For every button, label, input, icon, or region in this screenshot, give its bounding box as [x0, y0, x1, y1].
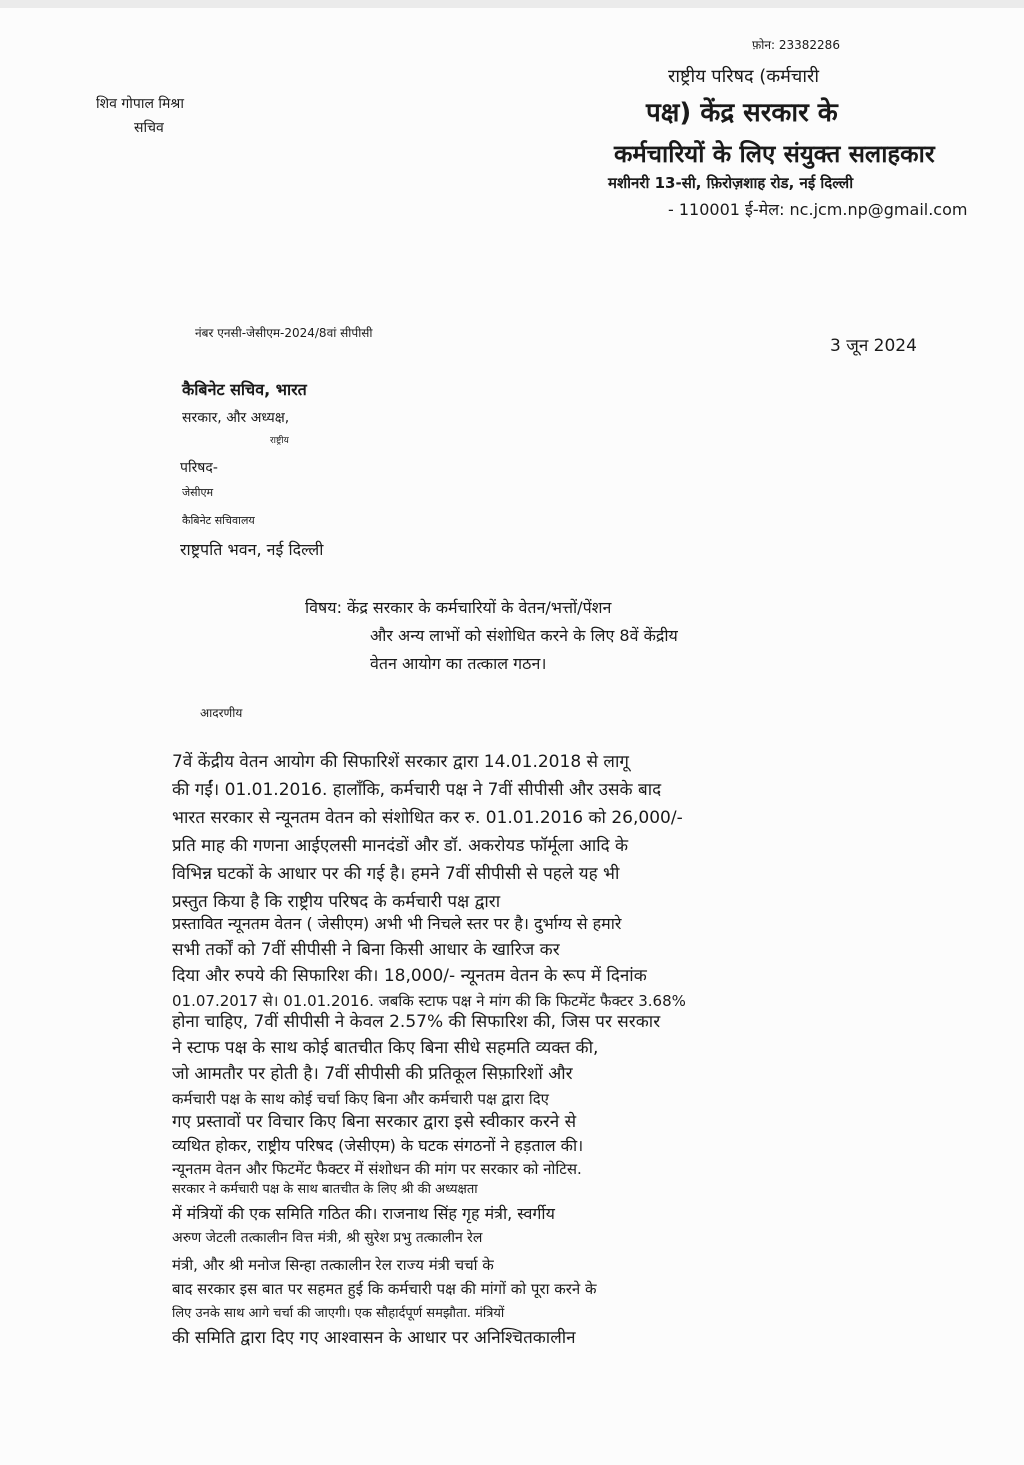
recipient-line-6: कैबिनेट सचिवालय	[182, 514, 255, 527]
address-line-1: मशीनरी 13-सी, फ़िरोज़शाह रोड, नई दिल्ली	[608, 174, 854, 192]
sender-designation: सचिव	[134, 120, 164, 136]
body-line: व्यथित होकर, राष्ट्रीय परिषद (जेसीएम) के घटक संगठनों ने हड़ताल की।	[172, 1136, 584, 1155]
recipient-line-7: राष्ट्रपति भवन, नई दिल्ली	[180, 540, 324, 559]
org-line-3: कर्मचारियों के लिए संयुक्त सलाहकार	[614, 140, 935, 168]
body-line: लिए उनके साथ आगे चर्चा की जाएगी। एक सौहार्दपूर्ण समझौता. मंत्रियों	[172, 1306, 505, 1321]
body-line: प्रस्तावित न्यूनतम वेतन ( जेसीएम) अभी भी निचले स्तर पर है। दुर्भाग्य से हमारे	[172, 914, 622, 933]
body-line: दिया और रुपये की सिफारिश की। 18,000/- न्यूनतम वेतन के रूप में दिनांक	[172, 966, 647, 986]
body-line: होना चाहिए, 7वीं सीपीसी ने केवल 2.57% की सिफारिश की, जिस पर सरकार	[172, 1012, 661, 1032]
body-line: 7वें केंद्रीय वेतन आयोग की सिफारिशें सरकार द्वारा 14.01.2018 से लागू	[172, 752, 629, 772]
body-line: सरकार ने कर्मचारी पक्ष के साथ बातचीत के लिए श्री की अध्यक्षता	[172, 1182, 478, 1197]
body-line: की गईं। 01.01.2016. हालाँकि, कर्मचारी पक्ष ने 7वीं सीपीसी और उसके बाद	[172, 780, 662, 800]
body-line: भारत सरकार से न्यूनतम वेतन को संशोधित कर रु. 01.01.2016 को 26,000/-	[172, 808, 683, 828]
recipient-line-4: परिषद-	[180, 460, 218, 476]
address-line-2: - 110001 ई-मेल: nc.jcm.np@gmail.com	[668, 200, 968, 219]
body-line: प्रति माह की गणना आईएलसी मानदंडों और डॉ. अकरोयड फॉर्मूला आदि के	[172, 836, 629, 856]
body-line: जो आमतौर पर होती है। 7वीं सीपीसी की प्रतिकूल सिफ़ारिशों और	[172, 1064, 573, 1084]
body-line: कर्मचारी पक्ष के साथ कोई चर्चा किए बिना और कर्मचारी पक्ष द्वारा दिए	[172, 1090, 549, 1108]
subject-line-3: वेतन आयोग का तत्काल गठन।	[370, 654, 547, 673]
body-line: ने स्टाफ पक्ष के साथ कोई बातचीत किए बिना सीधे सहमति व्यक्त की,	[172, 1038, 599, 1058]
reference-number: नंबर एनसी-जेसीएम-2024/8वां सीपीसी	[195, 326, 373, 340]
recipient-line-1: कैबिनेट सचिव, भारत	[182, 380, 307, 399]
body-line: प्रस्तुत किया है कि राष्ट्रीय परिषद के कर्मचारी पक्ष द्वारा	[172, 892, 501, 912]
phone-number: फ़ोन: 23382286	[752, 38, 840, 52]
org-line-2: पक्ष) केंद्र सरकार के	[646, 98, 838, 128]
org-line-1: राष्ट्रीय परिषद (कर्मचारी	[668, 66, 820, 87]
body-line: 01.07.2017 से। 01.01.2016. जबकि स्टाफ पक्ष ने मांग की कि फिटमेंट फैक्टर 3.68%	[172, 992, 686, 1010]
body-line: बाद सरकार इस बात पर सहमत हुई कि कर्मचारी पक्ष की मांगों को पूरा करने के	[172, 1280, 597, 1298]
body-line: गए प्रस्तावों पर विचार किए बिना सरकार द्वारा इसे स्वीकार करने से	[172, 1112, 577, 1132]
recipient-line-2: सरकार, और अध्यक्ष,	[182, 410, 290, 426]
body-line: सभी तर्कों को 7वीं सीपीसी ने बिना किसी आधार के खारिज कर	[172, 940, 560, 960]
body-line: न्यूनतम वेतन और फिटमेंट फैक्टर में संशोधन की मांग पर सरकार को नोटिस.	[172, 1160, 582, 1178]
recipient-line-3: राष्ट्रीय	[270, 436, 289, 446]
body-line: विभिन्न घटकों के आधार पर की गई है। हमने 7वीं सीपीसी से पहले यह भी	[172, 864, 620, 884]
sender-name: शिव गोपाल मिश्रा	[96, 96, 184, 112]
subject-line-2: और अन्य लाभों को संशोधित करने के लिए 8वें केंद्रीय	[370, 626, 678, 645]
recipient-line-5: जेसीएम	[182, 486, 214, 499]
salutation: आदरणीय	[200, 706, 243, 720]
body-line: अरुण जेटली तत्कालीन वित्त मंत्री, श्री सुरेश प्रभु तत्कालीन रेल	[172, 1230, 483, 1246]
body-line: की समिति द्वारा दिए गए आश्वासन के आधार पर अनिश्चितकालीन	[172, 1328, 576, 1348]
body-line: में मंत्रियों की एक समिति गठित की। राजनाथ सिंह गृह मंत्री, स्वर्गीय	[172, 1204, 555, 1223]
letter-date: 3 जून 2024	[830, 336, 917, 356]
letter-page	[0, 8, 1024, 1465]
body-line: मंत्री, और श्री मनोज सिन्हा तत्कालीन रेल राज्य मंत्री चर्चा के	[172, 1256, 494, 1274]
subject-line-1: विषय: केंद्र सरकार के कर्मचारियों के वेतन/भत्तों/पेंशन	[305, 598, 612, 617]
